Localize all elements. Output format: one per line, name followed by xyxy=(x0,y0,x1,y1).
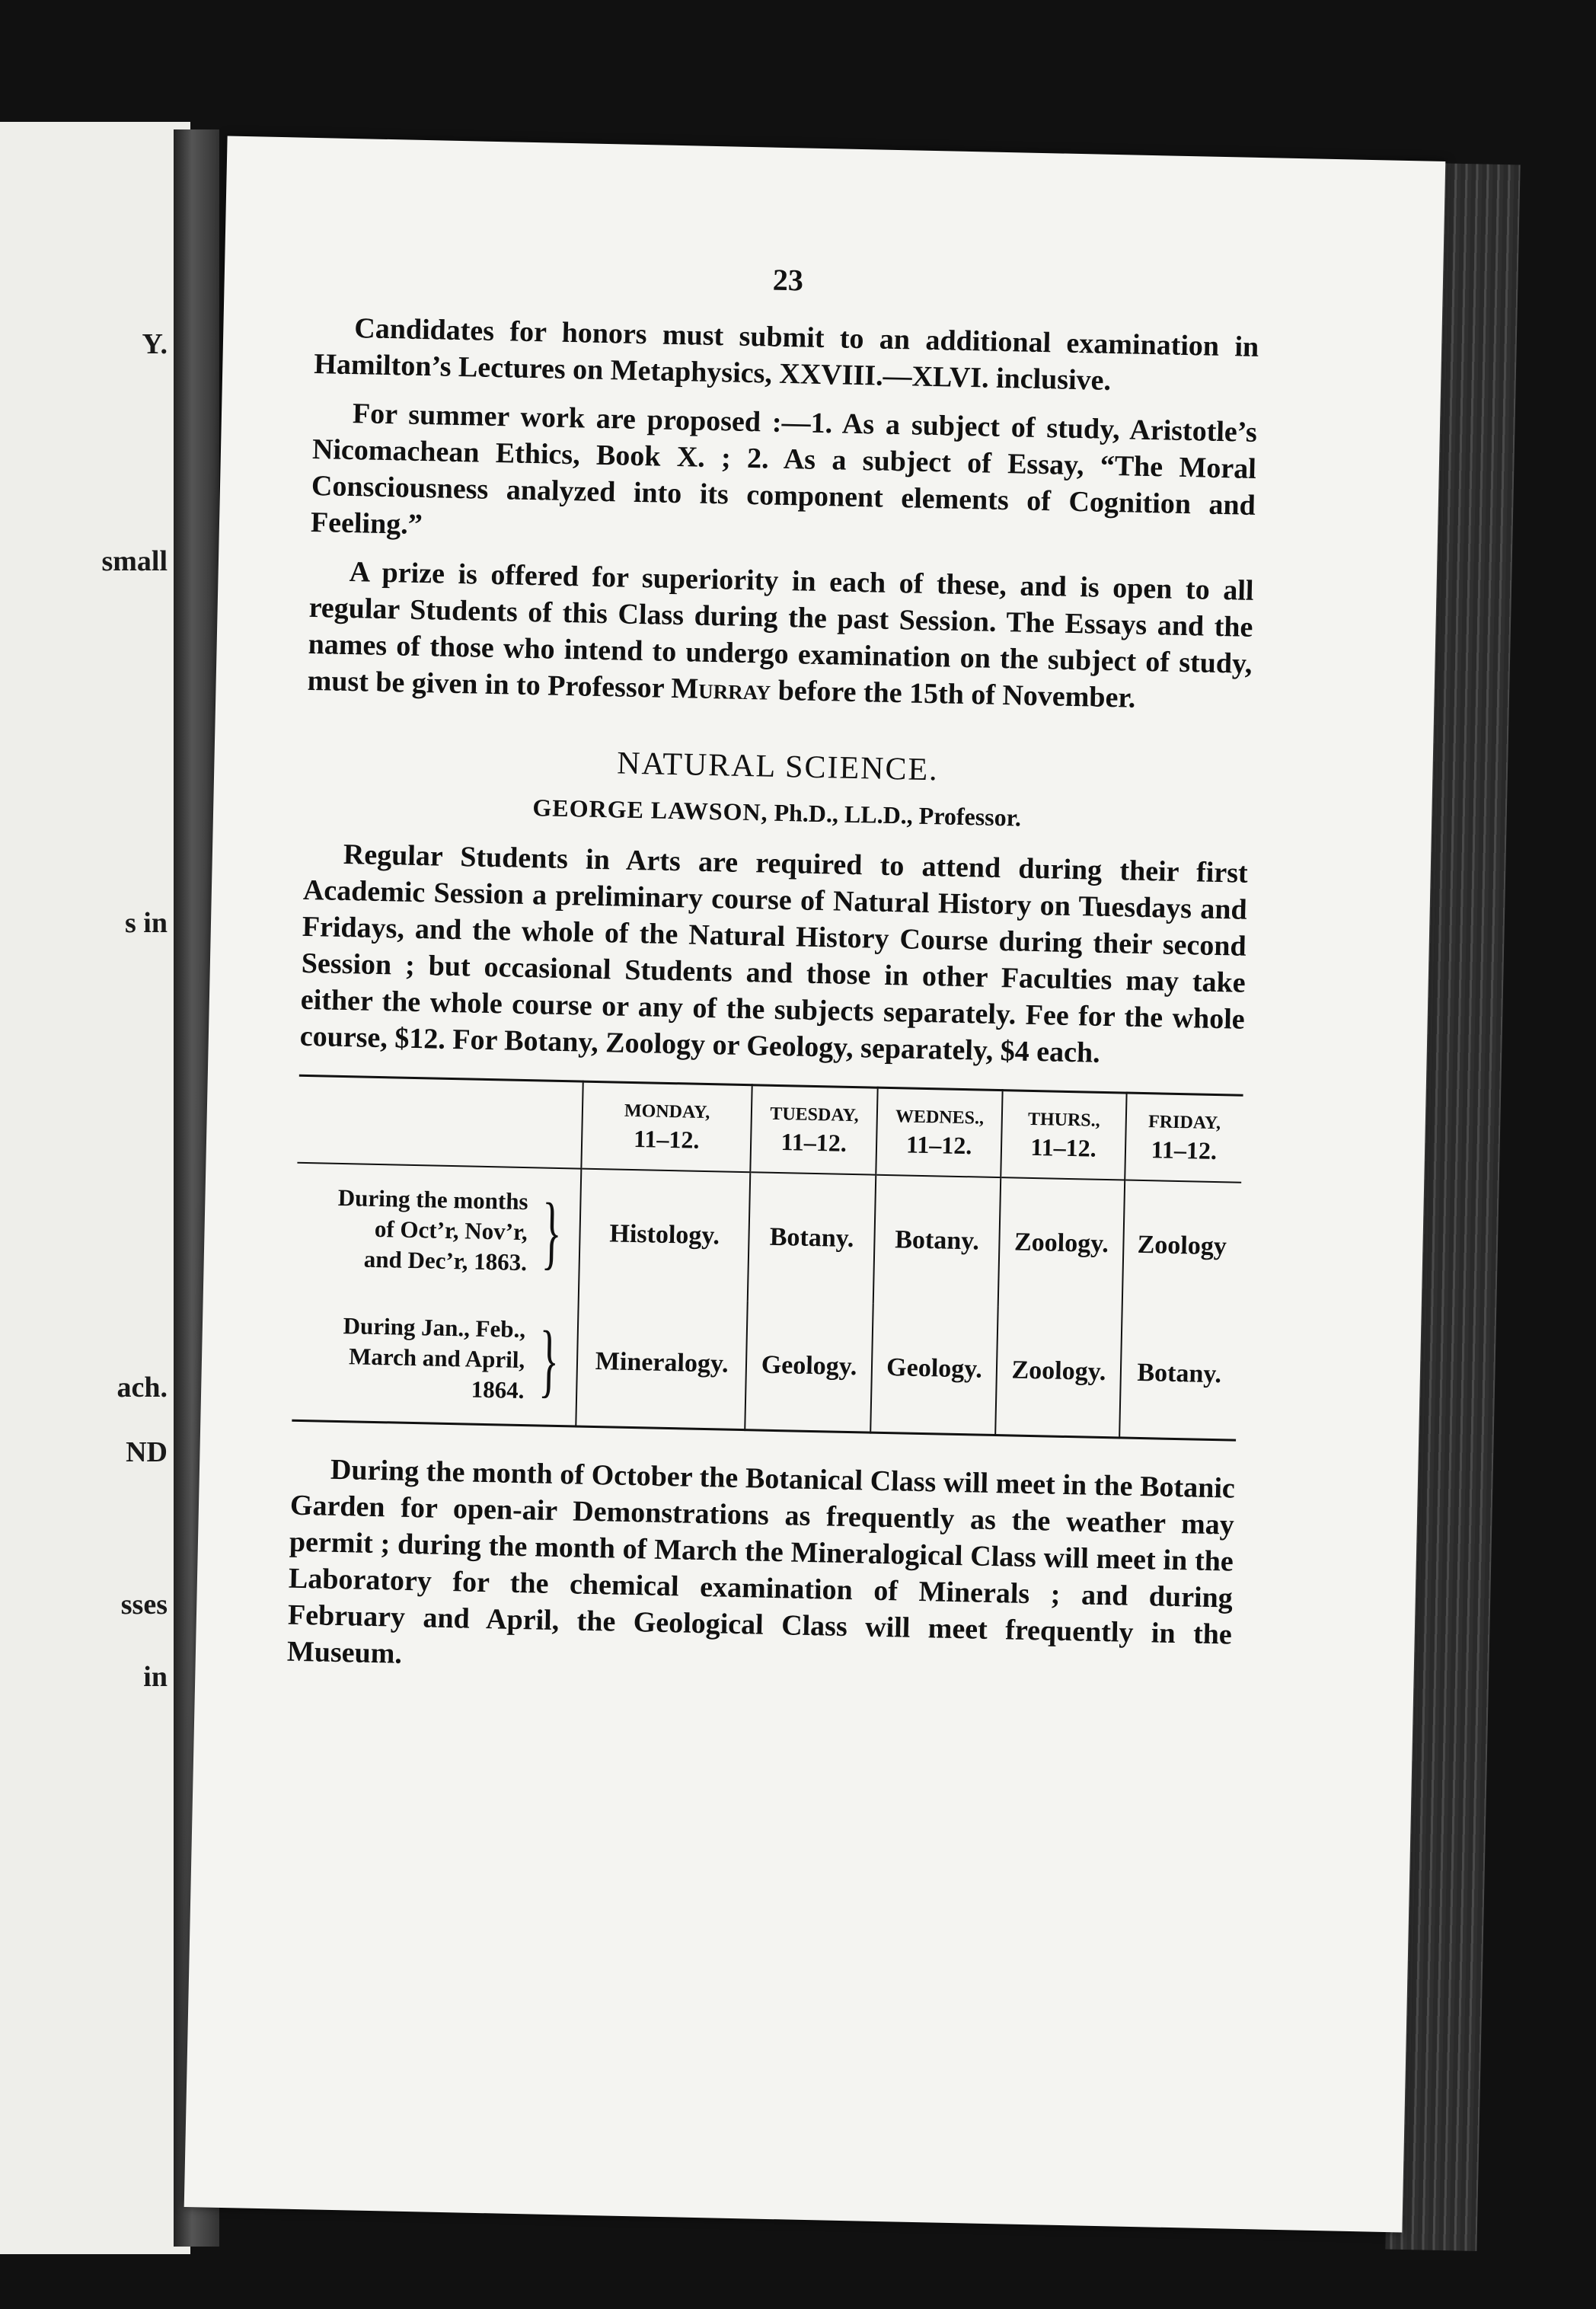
day-name: WEDNES., xyxy=(895,1107,985,1129)
paragraph-summer-work: For summer work are proposed :—1. As a subject of study, Aristotle’s Nicomachean Ethics, Book X. ; 2. As a subject of Essay, “The Moral Consciousness analyzed into its component elements of Cognition and Feeling.” xyxy=(310,398,1258,541)
professor-degrees: Ph.D., LL.D., Professor. xyxy=(768,798,1022,832)
left-page-fragment: ach. xyxy=(117,1372,168,1404)
brace-icon: } xyxy=(541,1186,563,1279)
left-page-fragment: sses xyxy=(120,1589,168,1621)
day-header xyxy=(1001,1091,1127,1180)
period-line: March and April, xyxy=(348,1343,525,1374)
day-header xyxy=(876,1087,1003,1177)
paragraph-demonstrations: During the month of October the Botanical Class will meet in the Botanic Garden for open-air Demonstrations as frequently as the weather may permit ; during the month of March the Mineralogical Class will meet in the Laboratory for the chemical examination of Minerals ; and during February and April, the Geological Class will meet frequently in the Museum. xyxy=(286,1453,1236,1670)
period-line: During the months xyxy=(337,1183,528,1215)
professor-name: GEORGE LAWSON, xyxy=(532,794,768,826)
page-content xyxy=(286,252,1260,1702)
left-page-fragment: in xyxy=(143,1661,168,1693)
period-cell xyxy=(295,1163,581,1298)
left-facing-page xyxy=(0,122,190,2254)
timetable-row xyxy=(292,1292,1238,1440)
day-header xyxy=(751,1085,878,1175)
section-title: NATURAL SCIENCE. xyxy=(616,746,940,788)
day-name: FRIDAY, xyxy=(1148,1112,1221,1134)
paragraph-prize xyxy=(307,553,1254,719)
professor-murray: Murray xyxy=(670,672,771,707)
brace-icon: } xyxy=(538,1314,560,1407)
day-time: 11–12. xyxy=(905,1130,972,1160)
period-line: and Dec’r, 1863. xyxy=(363,1245,528,1276)
subject-cell: Botany. xyxy=(748,1172,876,1303)
period-line: 1864. xyxy=(471,1375,525,1404)
subject-cell: Geology. xyxy=(870,1304,998,1436)
day-time: 11–12. xyxy=(1151,1135,1218,1165)
left-page-fragment: ND xyxy=(126,1436,168,1468)
paragraph-requirements: Regular Students in Arts are required to attend during their first Academic Session a preliminary course of Natural History on Tuesdays and Fridays, and the whole of the Natural History Course during their second Session ; but occasional Students and those in other Faculties may take either the whole course or any of the subjects separately. Fee for the whole course, $12. For Botany, Zoology or Geology, separately, $4 each. xyxy=(299,838,1249,1069)
day-header xyxy=(1125,1093,1243,1183)
left-page-fragment: small xyxy=(101,545,168,577)
paragraph-honors: Candidates for honors must submit to an additional examination in Hamilton’s Lectures on Metaphysics, XXVIII.—XLVI. inclusive. xyxy=(313,312,1259,397)
subject-cell: Zoology. xyxy=(995,1306,1122,1438)
day-time: 11–12. xyxy=(1030,1132,1097,1162)
prize-text-start: A prize is offered for superiority in each of these, and is open to all regular Students of this Class during the past Session. The Essays and the names of those who intend to undergo examination on the subject of study, must be given in to Professor xyxy=(307,556,1254,704)
subject-cell: Mineralogy. xyxy=(576,1298,748,1430)
period-line: During Jan., Feb., xyxy=(343,1312,526,1343)
subject-cell: Zoology xyxy=(1122,1180,1241,1311)
day-time: 11–12. xyxy=(780,1128,847,1157)
professor-line xyxy=(305,789,1250,837)
day-name: THURS., xyxy=(1027,1109,1100,1131)
subject-cell: Botany. xyxy=(1119,1308,1239,1440)
timetable xyxy=(292,1075,1243,1442)
subject-cell: Geology. xyxy=(745,1301,873,1432)
day-name: TUESDAY, xyxy=(770,1103,859,1126)
subject-cell: Botany. xyxy=(873,1175,1001,1306)
left-page-fragment: s in xyxy=(125,907,168,939)
day-name: MONDAY, xyxy=(624,1100,710,1123)
period-header xyxy=(297,1075,583,1168)
day-time: 11–12. xyxy=(633,1125,700,1154)
period-line: of Oct’r, Nov’r, xyxy=(374,1215,528,1246)
book-page xyxy=(184,136,1446,2233)
day-header xyxy=(581,1081,752,1172)
left-page-fragment: Y. xyxy=(142,328,168,360)
subject-cell: Histology. xyxy=(579,1169,751,1301)
page-number: 23 xyxy=(772,262,804,298)
timetable-row xyxy=(295,1163,1241,1311)
subject-cell: Zoology. xyxy=(998,1177,1125,1308)
prize-text-end: before the 15th of November. xyxy=(770,674,1136,714)
period-cell xyxy=(292,1292,578,1426)
